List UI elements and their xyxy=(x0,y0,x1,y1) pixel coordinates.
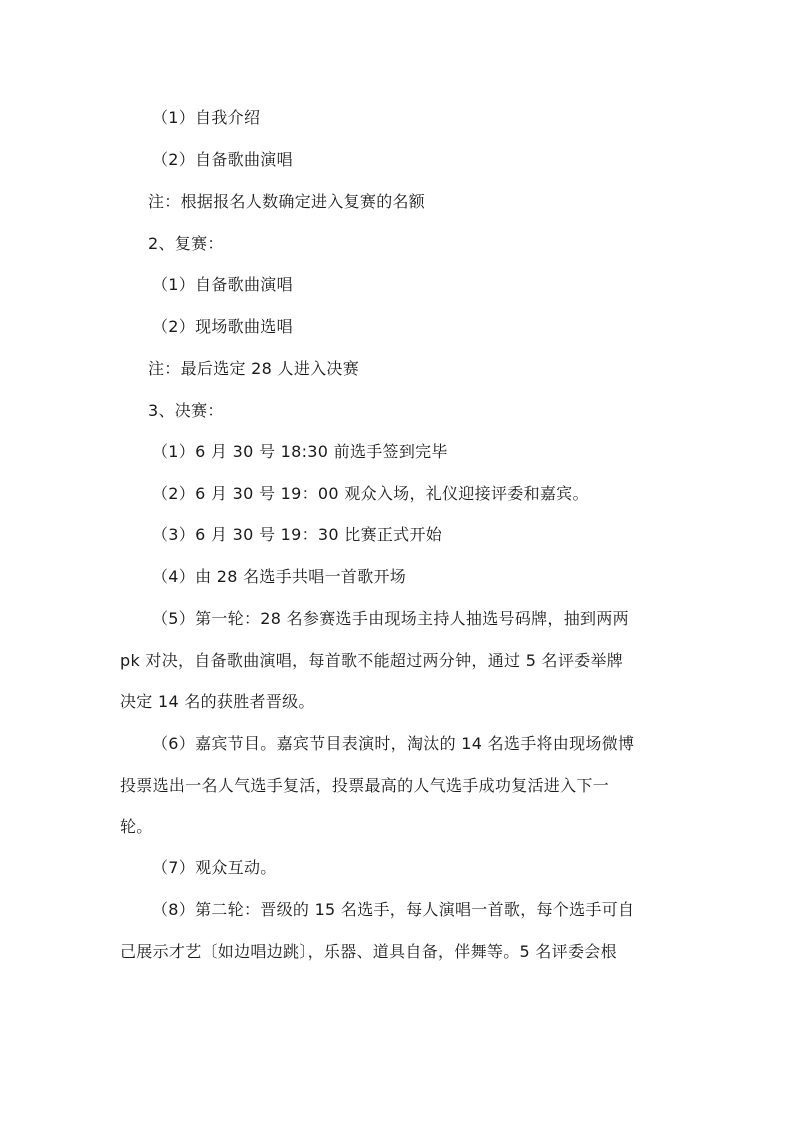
paragraph-line: （7）观众互动。 xyxy=(152,858,277,877)
paragraph-line: pk 对决，自备歌曲演唱，每首歌不能超过两分钟，通过 5 名评委举牌 xyxy=(120,651,624,670)
section-heading: 2、复赛： xyxy=(148,234,224,253)
paragraph-line: 投票选出一名人气选手复活，投票最高的人气选手成功复活进入下一 xyxy=(120,776,610,795)
paragraph-line: （2）自备歌曲演唱 xyxy=(152,150,293,169)
paragraph-line: （5）第一轮：28 名参赛选手由现场主持人抽选号码牌，抽到两两 xyxy=(152,609,629,628)
paragraph-line: （8）第二轮：晋级的 15 名选手，每人演唱一首歌，每个选手可自 xyxy=(152,900,635,919)
paragraph-line: （2）6 月 30 号 19：00 观众入场，礼仪迎接评委和嘉宾。 xyxy=(152,484,589,503)
paragraph-line: （1）自我介绍 xyxy=(152,108,261,127)
paragraph-line: 决定 14 名的获胜者晋级。 xyxy=(120,692,315,711)
paragraph-line: 轮。 xyxy=(120,817,153,836)
paragraph-line: （2）现场歌曲选唱 xyxy=(152,317,293,336)
paragraph-line: （1）自备歌曲演唱 xyxy=(152,275,293,294)
paragraph-line: （6）嘉宾节目。嘉宾节目表演时，淘汰的 14 名选手将由现场微博 xyxy=(152,734,635,753)
section-heading: 3、决赛： xyxy=(148,401,224,420)
paragraph-line: 注：最后选定 28 人进入决赛 xyxy=(148,359,360,378)
paragraph-line: （4）由 28 名选手共唱一首歌开场 xyxy=(152,567,407,586)
paragraph-line: 己展示才艺〔如边唱边跳〕，乐器、道具自备，伴舞等。5 名评委会根 xyxy=(120,942,617,961)
paragraph-line: （1）6 月 30 号 18:30 前选手签到完毕 xyxy=(152,442,448,461)
paragraph-line: 注：根据报名人数确定进入复赛的名额 xyxy=(148,192,426,211)
paragraph-line: （3）6 月 30 号 19：30 比赛正式开始 xyxy=(152,525,443,544)
